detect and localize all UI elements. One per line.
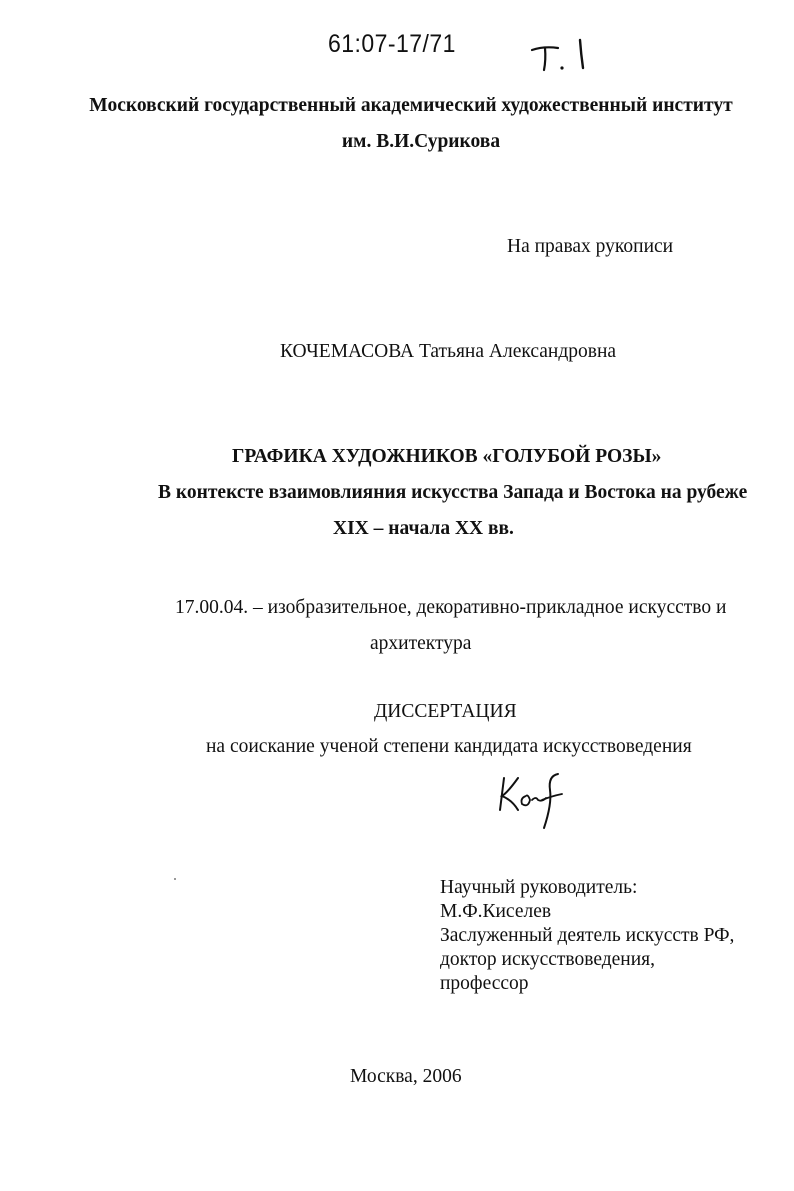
manuscript-rights: На правах рукописи	[507, 236, 674, 257]
specialty-code-line2: архитектура	[370, 633, 472, 654]
city-year: Москва, 2006	[350, 1066, 462, 1087]
scan-speck	[174, 878, 176, 880]
dissertation-subtitle-line2: XIX – начала XX вв.	[333, 518, 514, 539]
document-type: ДИССЕРТАЦИЯ	[374, 701, 517, 722]
advisor-block	[440, 876, 734, 996]
degree-statement: на соискание ученой степени кандидата искусствоведения	[206, 736, 692, 757]
dissertation-subtitle-line1: В контексте взаимовлияния искусства Запада и Востока на рубеже	[158, 482, 748, 503]
author-name: КОЧЕМАСОВА Татьяна Александровна	[280, 341, 617, 362]
archive-stamp: 61:07-17/71	[328, 30, 456, 58]
advisor-rank: профессор	[440, 973, 529, 994]
institution-name: Московский государственный академический художественный институт	[89, 95, 733, 116]
handwritten-volume-note	[528, 38, 588, 78]
institution-name-line2: им. В.И.Сурикова	[341, 131, 501, 152]
signature	[492, 770, 572, 832]
advisor-name: М.Ф.Киселев	[440, 901, 552, 922]
dissertation-title: ГРАФИКА ХУДОЖНИКОВ «ГОЛУБОЙ РОЗЫ»	[232, 446, 662, 467]
advisor-label: Научный руководитель:	[440, 877, 638, 898]
advisor-honor: Заслуженный деятель искусств РФ,	[440, 925, 735, 946]
specialty-code: 17.00.04. – изобразительное, декоративно-прикладное искусство и	[175, 597, 727, 618]
advisor-degree: доктор искусствоведения,	[440, 949, 656, 970]
